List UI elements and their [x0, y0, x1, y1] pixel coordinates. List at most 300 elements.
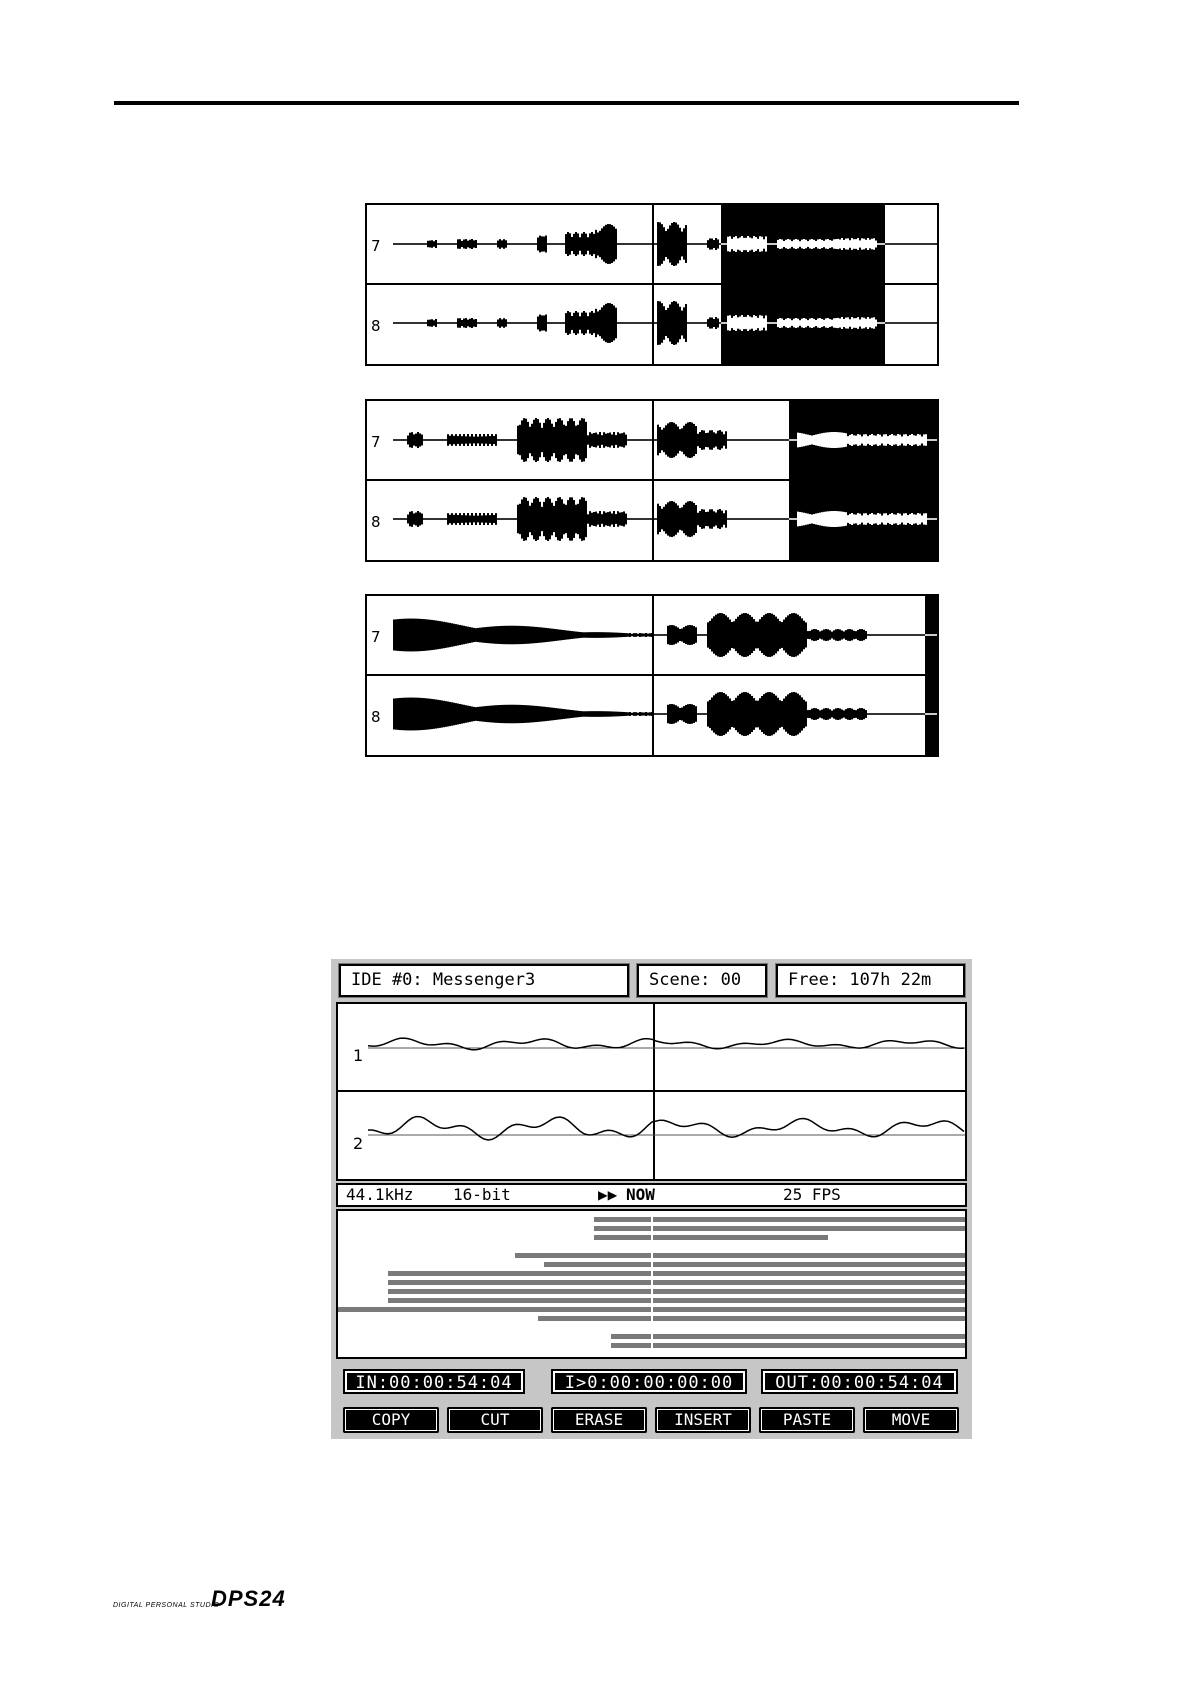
waveform-bar [659, 222, 661, 265]
waveform-bar [831, 511, 833, 527]
waveform-bar [821, 512, 823, 526]
waveform-bar [413, 513, 415, 524]
waveform-bar [435, 620, 437, 649]
waveform-bar [881, 515, 883, 522]
waveform-bar [555, 243, 557, 245]
waveform-bar [669, 304, 671, 341]
waveform-bar [825, 708, 827, 720]
waveform-bar [703, 510, 705, 529]
waveform-bar [635, 518, 637, 520]
waveform-bar [525, 419, 527, 462]
waveform-bar [777, 619, 779, 652]
waveform-bar [781, 622, 783, 648]
waveform-bar [411, 322, 413, 324]
waveform-bar [553, 243, 555, 245]
waveform-bar [931, 634, 933, 636]
waveform-bar [601, 632, 603, 638]
waveform-bar [445, 622, 447, 648]
waveform-bar [593, 512, 595, 526]
waveform-bar [695, 426, 697, 454]
waveform-bar [453, 515, 455, 523]
waveform-bar [423, 322, 425, 324]
waveform-bar [821, 631, 823, 640]
waveform-bar [865, 434, 867, 446]
waveform-bar [859, 435, 861, 446]
waveform-svg-1 [367, 205, 937, 364]
waveform-bar [677, 506, 679, 533]
waveform-bar [605, 304, 607, 342]
waveform-bar [717, 614, 719, 657]
waveform-bar [393, 518, 395, 520]
waveform-bar [913, 634, 915, 636]
waveform-bar [853, 239, 855, 249]
waveform-bar [537, 317, 539, 330]
waveform-bar [723, 322, 725, 324]
waveform-bar [397, 243, 399, 245]
waveform-bar [881, 322, 883, 324]
waveform-bar [521, 626, 523, 644]
waveform-bar [831, 711, 833, 718]
waveform-bar [429, 241, 431, 248]
waveform-bar [585, 501, 587, 537]
waveform-bar [893, 713, 895, 715]
waveform-bar [641, 322, 643, 324]
waveform-bar [689, 625, 691, 645]
waveform-bar [597, 232, 599, 255]
waveform-bar [921, 322, 923, 324]
waveform-bar [673, 222, 675, 266]
waveform-bar [843, 631, 845, 638]
waveform-bar [907, 515, 909, 523]
waveform-bar [573, 631, 575, 638]
waveform-bar [751, 439, 753, 441]
waveform-bar [421, 435, 423, 446]
waveform-bar [673, 704, 675, 723]
project-name[interactable]: IDE #0: Messenger3 [339, 964, 629, 997]
waveform-bar [865, 319, 867, 327]
waveform-bar [539, 315, 541, 332]
waveform-bar [573, 313, 575, 333]
waveform-bar [823, 433, 825, 447]
waveform-bar [801, 240, 803, 249]
waveform-bar [635, 243, 637, 245]
erase-button[interactable]: ERASE [551, 1407, 647, 1433]
waveform-bar [725, 322, 727, 324]
waveform-bar [713, 240, 715, 248]
waveform-bar [681, 629, 683, 642]
scene-display[interactable]: Scene: 00 [637, 964, 767, 997]
waveform-bar [619, 243, 621, 245]
waveform-bar [651, 243, 653, 245]
waveform-bar [591, 513, 593, 525]
waveform-bar [599, 711, 601, 717]
waveform-bar [535, 627, 537, 643]
waveform-bar [717, 318, 719, 327]
waveform-bar [819, 239, 821, 249]
waveform-bar [897, 513, 899, 525]
waveform-bar [875, 713, 877, 715]
waveform-bar [613, 227, 615, 262]
waveform-bar [591, 434, 593, 446]
waveform-bar [767, 322, 769, 324]
move-button[interactable]: MOVE [863, 1407, 959, 1433]
waveform-bar [805, 240, 807, 248]
waveform-bar [617, 322, 619, 324]
waveform-bar [395, 243, 397, 245]
paste-button[interactable]: PASTE [759, 1407, 855, 1433]
waveform-bar [885, 513, 887, 525]
waveform-bar [643, 713, 645, 716]
waveform-bar [881, 713, 883, 715]
copy-button[interactable]: COPY [343, 1407, 439, 1433]
waveform-bar [885, 243, 887, 245]
waveform-bar [817, 630, 819, 640]
waveform-bar [913, 514, 915, 523]
waveform-bar [695, 505, 697, 533]
waveform-bar [721, 243, 723, 245]
waveform-bar [637, 713, 639, 716]
waveform-bar [877, 634, 879, 636]
waveform-bar [767, 518, 769, 520]
waveform-bar [715, 694, 717, 735]
waveform-bar [629, 243, 631, 245]
waveform-bar [879, 435, 881, 446]
waveform-bar [517, 705, 519, 723]
waveform-bar [673, 502, 675, 537]
waveform-bar [595, 230, 597, 258]
waveform-bar [895, 322, 897, 324]
waveform-bar [415, 513, 417, 526]
waveform-bar [771, 439, 773, 441]
waveform-bar [449, 322, 451, 324]
insert-button[interactable]: INSERT [655, 1407, 751, 1433]
waveform-bar [617, 243, 619, 245]
waveform-bar [839, 708, 841, 719]
waveform-bar [405, 439, 407, 441]
waveform-bar [527, 705, 529, 722]
current-timecode[interactable]: I>0:00:00:00:00 [551, 1369, 747, 1394]
waveform-bar [777, 319, 779, 327]
waveform-bar [759, 619, 761, 651]
waveform-bar [471, 513, 473, 525]
waveform-bar [647, 439, 649, 441]
waveform-bar [455, 243, 457, 245]
waveform-bar [567, 232, 569, 256]
waveform-bar [523, 243, 525, 245]
waveform-bar [437, 621, 439, 649]
waveform-bar [895, 515, 897, 524]
overview-lane-bar [515, 1253, 965, 1258]
waveform-bar [575, 232, 577, 256]
waveform-bar [489, 627, 491, 644]
waveform-bar [543, 502, 545, 536]
waveform-bar [789, 614, 791, 656]
waveform-bar [769, 692, 771, 736]
in-point-timecode[interactable]: IN:00:00:54:04 [343, 1369, 525, 1394]
waveform-bar [535, 243, 537, 245]
waveform-bar [749, 316, 751, 329]
waveform-bar [607, 512, 609, 526]
waveform-bar [439, 518, 441, 520]
waveform-bar [651, 322, 653, 324]
waveform-bar [407, 698, 409, 731]
waveform-bar [531, 322, 533, 324]
waveform-bar [561, 630, 563, 640]
out-point-timecode[interactable]: OUT:00:00:54:04 [761, 1369, 958, 1394]
waveform-bar [805, 319, 807, 327]
waveform-bar [693, 503, 695, 535]
waveform-bar [471, 434, 473, 446]
waveform-bar [867, 436, 869, 444]
waveform-bar [915, 713, 917, 715]
waveform-bar [931, 518, 933, 520]
waveform-bar [403, 619, 405, 652]
waveform-bar [903, 634, 905, 636]
waveform-bar [869, 240, 871, 249]
waveform-bar [599, 511, 601, 527]
waveform-bar [753, 619, 755, 651]
waveform-bar [611, 513, 613, 524]
waveform-bar [629, 518, 631, 520]
waveform-bar [475, 707, 477, 721]
waveform-bar [899, 322, 901, 324]
waveform-bar [925, 322, 927, 324]
waveform-bar [447, 513, 449, 525]
waveform-bar [805, 622, 807, 647]
waveform-bar [807, 710, 809, 718]
waveform-bar [709, 238, 711, 249]
waveform-bar [395, 439, 397, 441]
waveform-bar [655, 439, 657, 441]
waveform-bar [875, 320, 877, 327]
waveform-bar [779, 518, 781, 520]
waveform-bar [435, 319, 437, 327]
waveform-bar [609, 433, 611, 448]
waveform-bar [399, 518, 401, 520]
waveform-bar [635, 322, 637, 324]
waveform-bar [933, 713, 935, 715]
waveform-bar [433, 699, 435, 729]
waveform-bar [897, 434, 899, 446]
waveform-svg-3 [367, 596, 937, 755]
waveform-bar [607, 224, 609, 264]
waveform-bar [789, 439, 791, 441]
waveform-bar [609, 224, 611, 264]
waveform-bar [629, 322, 631, 324]
waveform-bar [929, 243, 931, 245]
waveform-bar [815, 629, 817, 641]
waveform-bar [457, 436, 459, 444]
waveform-bar [829, 630, 831, 639]
waveform-bar [653, 322, 655, 324]
waveform-bar [561, 322, 563, 324]
waveform-bar [663, 713, 665, 715]
waveform-bar [895, 634, 897, 636]
waveform-bar [783, 439, 785, 441]
waveform-bar [763, 694, 765, 734]
waveform-bar [423, 439, 425, 441]
waveform-bar [831, 241, 833, 248]
waveform-bar [623, 243, 625, 245]
waveform-bar [429, 620, 431, 651]
waveform-bar [733, 439, 735, 441]
waveform-bar [461, 241, 463, 247]
waveform-bar [479, 322, 481, 324]
waveform-bar [491, 434, 493, 446]
waveform-bar [399, 322, 401, 324]
waveform-bar [783, 699, 785, 730]
waveform-bar [463, 626, 465, 644]
waveform-bar [697, 713, 699, 715]
waveform-bar [505, 319, 507, 326]
waveform-bar [503, 518, 505, 520]
waveform-bar [669, 225, 671, 262]
waveform-bar [889, 514, 891, 524]
waveform-bar [425, 322, 427, 324]
waveform-bar [459, 318, 461, 328]
waveform-bar [427, 320, 429, 326]
waveform-bar [547, 707, 549, 721]
waveform-bar [541, 507, 543, 531]
waveform-bar [469, 436, 471, 443]
waveform-bar [449, 623, 451, 647]
waveform-bar [757, 439, 759, 441]
waveform-bar [503, 705, 505, 723]
waveform-bar [741, 236, 743, 252]
waveform-bar [661, 509, 663, 530]
waveform-bar [627, 439, 629, 441]
waveform-bar [459, 434, 461, 446]
waveform-bar [531, 243, 533, 245]
lcd-waveform-area[interactable] [336, 1002, 967, 1181]
waveform-bar [645, 518, 647, 520]
waveform-bar [705, 713, 707, 715]
waveform-bar [425, 518, 427, 520]
waveform-bar [551, 503, 553, 536]
waveform-bar [683, 505, 685, 533]
waveform-bar [653, 518, 655, 520]
waveform-bar [395, 698, 397, 729]
waveform-bar [863, 239, 865, 250]
waveform-bar [829, 240, 831, 248]
waveform-bar [729, 315, 731, 331]
waveform-bar [929, 713, 931, 715]
waveform-bar [543, 423, 545, 457]
waveform-bar [403, 439, 405, 441]
waveform-bar [709, 700, 711, 728]
waveform-bar [827, 239, 829, 249]
waveform-bar [511, 243, 513, 245]
waveform-bar [909, 713, 911, 715]
waveform-bar [479, 707, 481, 722]
waveform-bar [833, 709, 835, 718]
waveform-bar [715, 615, 717, 656]
waveform-bar [759, 236, 761, 252]
fast-forward-icon: ▶▶ [598, 1185, 618, 1204]
waveform-bar [901, 436, 903, 443]
waveform-bar [873, 514, 875, 523]
waveform-bar [713, 616, 715, 653]
waveform-bar [439, 621, 441, 649]
waveform-bar [597, 434, 599, 445]
waveform-bar [711, 618, 713, 651]
waveform-bar [741, 693, 743, 736]
waveform-bar [511, 626, 513, 645]
waveform-bar [583, 711, 585, 716]
waveform-bar [919, 634, 921, 636]
waveform-bar [563, 709, 565, 719]
waveform-bar [751, 518, 753, 520]
waveform-bar [747, 614, 749, 656]
waveform-bar [495, 626, 497, 644]
waveform-bar [731, 318, 733, 328]
waveform-bar [771, 518, 773, 520]
waveform-bar [885, 634, 887, 636]
waveform-bar [529, 626, 531, 643]
waveform-bar [419, 698, 421, 730]
waveform-bar [445, 701, 447, 727]
waveform-bar [529, 506, 531, 532]
waveform-bar [427, 518, 429, 520]
waveform-bar [703, 243, 705, 245]
waveform-bar [701, 634, 703, 636]
waveform-bar [847, 515, 849, 523]
waveform-bar [401, 698, 403, 730]
waveform-bar [637, 634, 639, 637]
waveform-bar [743, 238, 745, 250]
waveform-bar [737, 439, 739, 441]
waveform-bar [855, 239, 857, 249]
waveform-bar [895, 436, 897, 445]
waveform-bar [411, 698, 413, 731]
waveform-bar [825, 629, 827, 641]
waveform-bar [667, 502, 669, 535]
waveform-bar [473, 319, 475, 326]
waveform-bar [925, 243, 927, 245]
waveform-bar [925, 434, 927, 446]
waveform-bar [841, 710, 843, 719]
cut-button[interactable]: CUT [447, 1407, 543, 1433]
waveform-bar [641, 633, 643, 636]
waveform-bar [811, 436, 813, 445]
track-label-8: 8 [371, 708, 381, 726]
waveform-bar [745, 317, 747, 329]
waveform-bar [859, 240, 861, 247]
waveform-bar [785, 518, 787, 520]
waveform-bar [809, 514, 811, 524]
waveform-bar [433, 518, 435, 520]
waveform-bar [743, 692, 745, 736]
waveform-bar [873, 634, 875, 636]
waveform-bar [397, 322, 399, 324]
waveform-bar [533, 499, 535, 540]
track-overview[interactable] [336, 1209, 967, 1359]
waveform-bar [417, 243, 419, 245]
waveform-bar [483, 513, 485, 525]
waveform-bar [523, 322, 525, 324]
waveform-bar [429, 320, 431, 327]
waveform-bar [519, 243, 521, 245]
waveform-bar [521, 322, 523, 324]
waveform-bar [639, 633, 641, 637]
waveform-bar [785, 696, 787, 731]
waveform-bar [755, 316, 757, 330]
waveform-bar [685, 304, 687, 342]
waveform-bar [727, 696, 729, 732]
waveform-bar [399, 439, 401, 441]
waveform-bar [575, 632, 577, 639]
waveform-bar [431, 620, 433, 650]
